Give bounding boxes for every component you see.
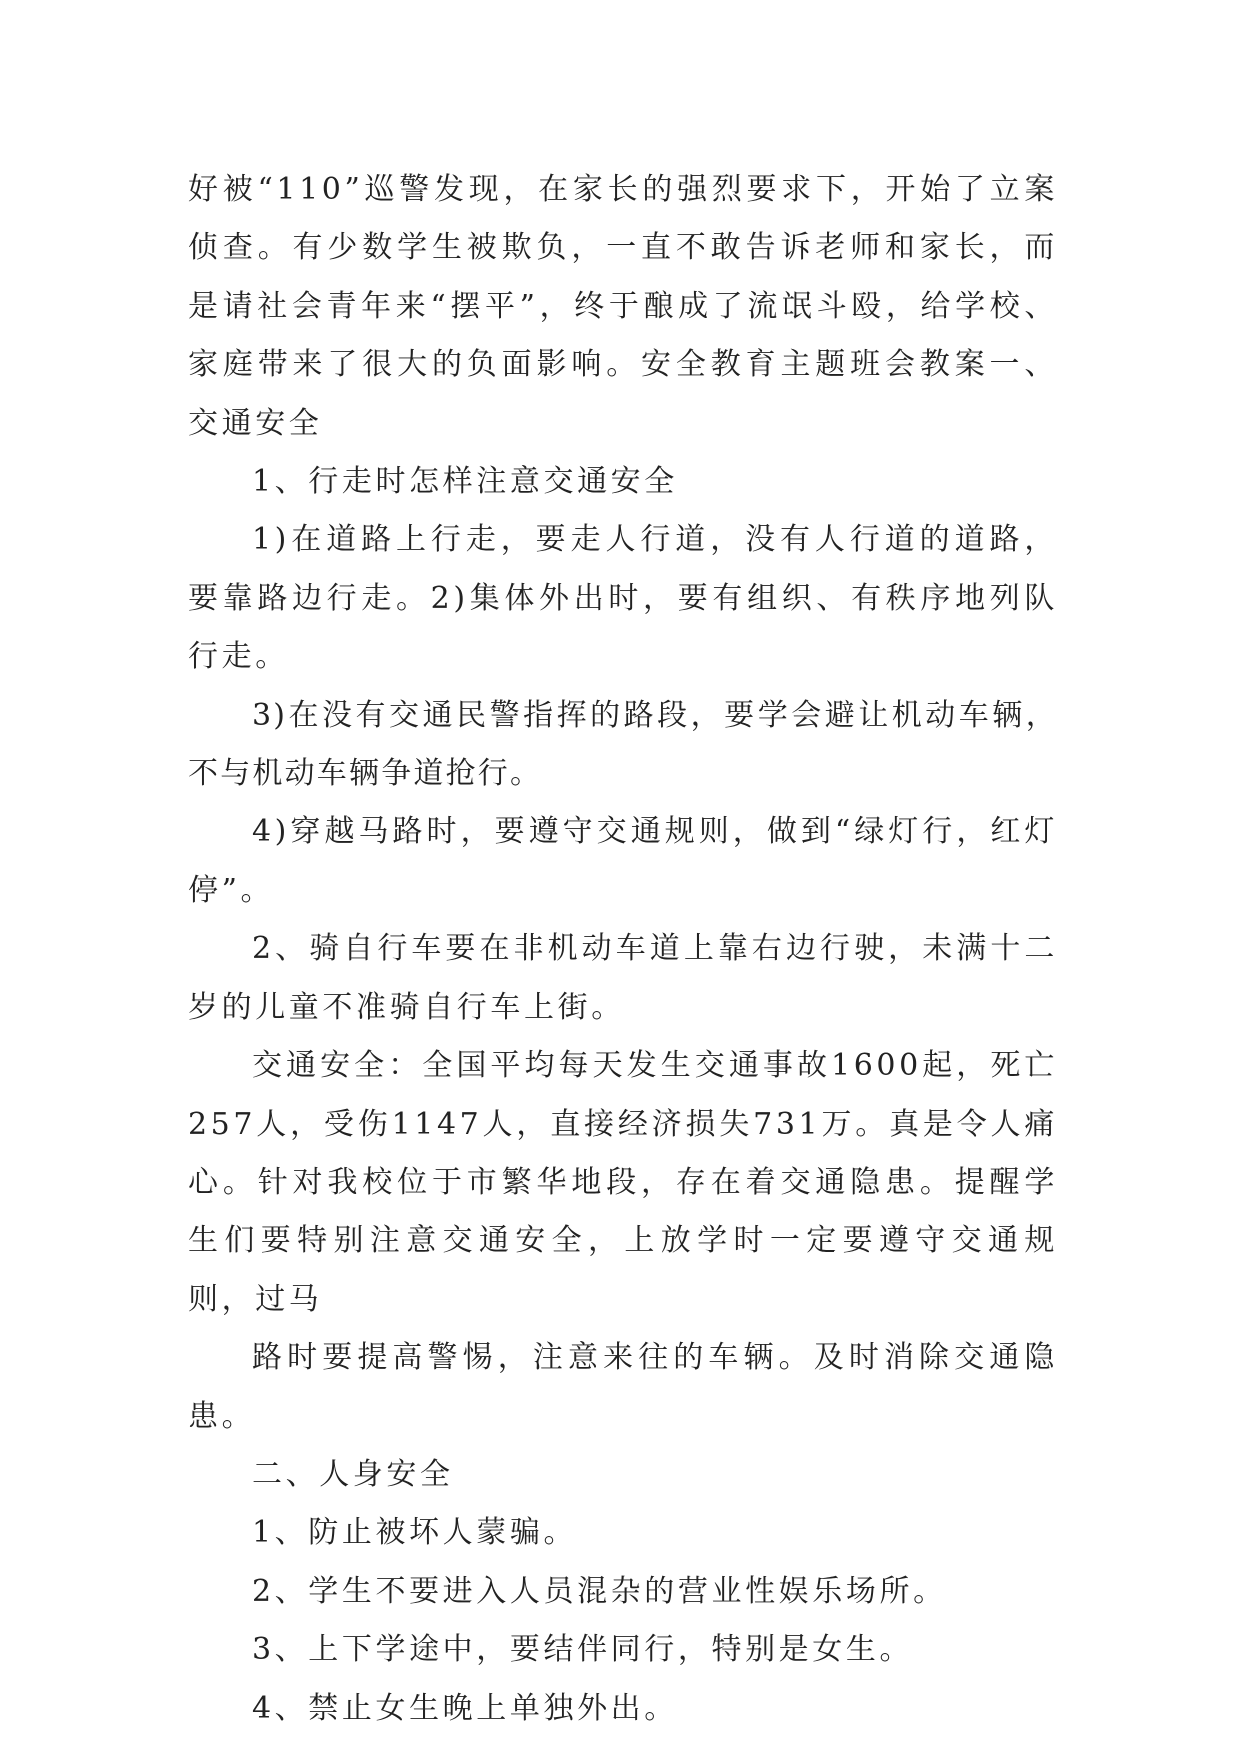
paragraph-traffic-statistics: 交通安全：全国平均每天发生交通事故1600起，死亡257人，受伤1147人，直接经济损失731万。真是令人痛心。针对我校位于市繁华地段，存在着交通隐患。提醒学生们要特别注意交通安全，上放学时一定要遵守交通规则，过马	[188, 1048, 1058, 1317]
paragraph-walking-heading: 1、行走时怎样注意交通安全	[252, 464, 678, 500]
paragraph-walking-rule-3: 3)在没有交通民警指挥的路段，要学会避让机动车辆，不与机动车辆争道抢行。	[188, 697, 1058, 792]
paragraph-walking-rule-4: 4)穿越马路时，要遵守交通规则，做到“绿灯行，红灯停”。	[188, 814, 1058, 908]
paragraph-bicycle-rule: 2、骑自行车要在非机动车道上靠右边行驶，未满十二岁的儿童不准骑自行车上街。	[188, 931, 1058, 1025]
paragraph-personal-rule-4: 4、禁止女生晚上单独外出。	[252, 1690, 678, 1726]
paragraph-traffic-alert: 路时要提高警惕，注意来往的车辆。及时消除交通隐患。	[188, 1340, 1058, 1434]
paragraph-intro: 好被“110”巡警发现，在家长的强烈要求下，开始了立案侦查。有少数学生被欺负，一直不敢告诉老师和家长，而是请社会青年来“摆平”，终于酿成了流氓斗殴，给学校、家庭带来了很大的负面影响。安全教育主题班会教案一、交通安全	[188, 172, 1058, 441]
paragraph-personal-rule-1: 1、防止被坏人蒙骗。	[252, 1515, 578, 1551]
section-heading-personal-safety: 二、人身安全	[252, 1456, 454, 1492]
document-body	[188, 161, 1058, 1738]
paragraph-personal-rule-3: 3、上下学途中，要结伴同行，特别是女生。	[252, 1632, 914, 1668]
paragraph-walking-rules-1-2: 1)在道路上行走，要走人行道，没有人行道的道路，要靠路边行走。2)集体外出时，要有组织、有秩序地列队行走。	[188, 522, 1058, 675]
paragraph-personal-rule-2: 2、学生不要进入人员混杂的营业性娱乐场所。	[252, 1573, 947, 1609]
